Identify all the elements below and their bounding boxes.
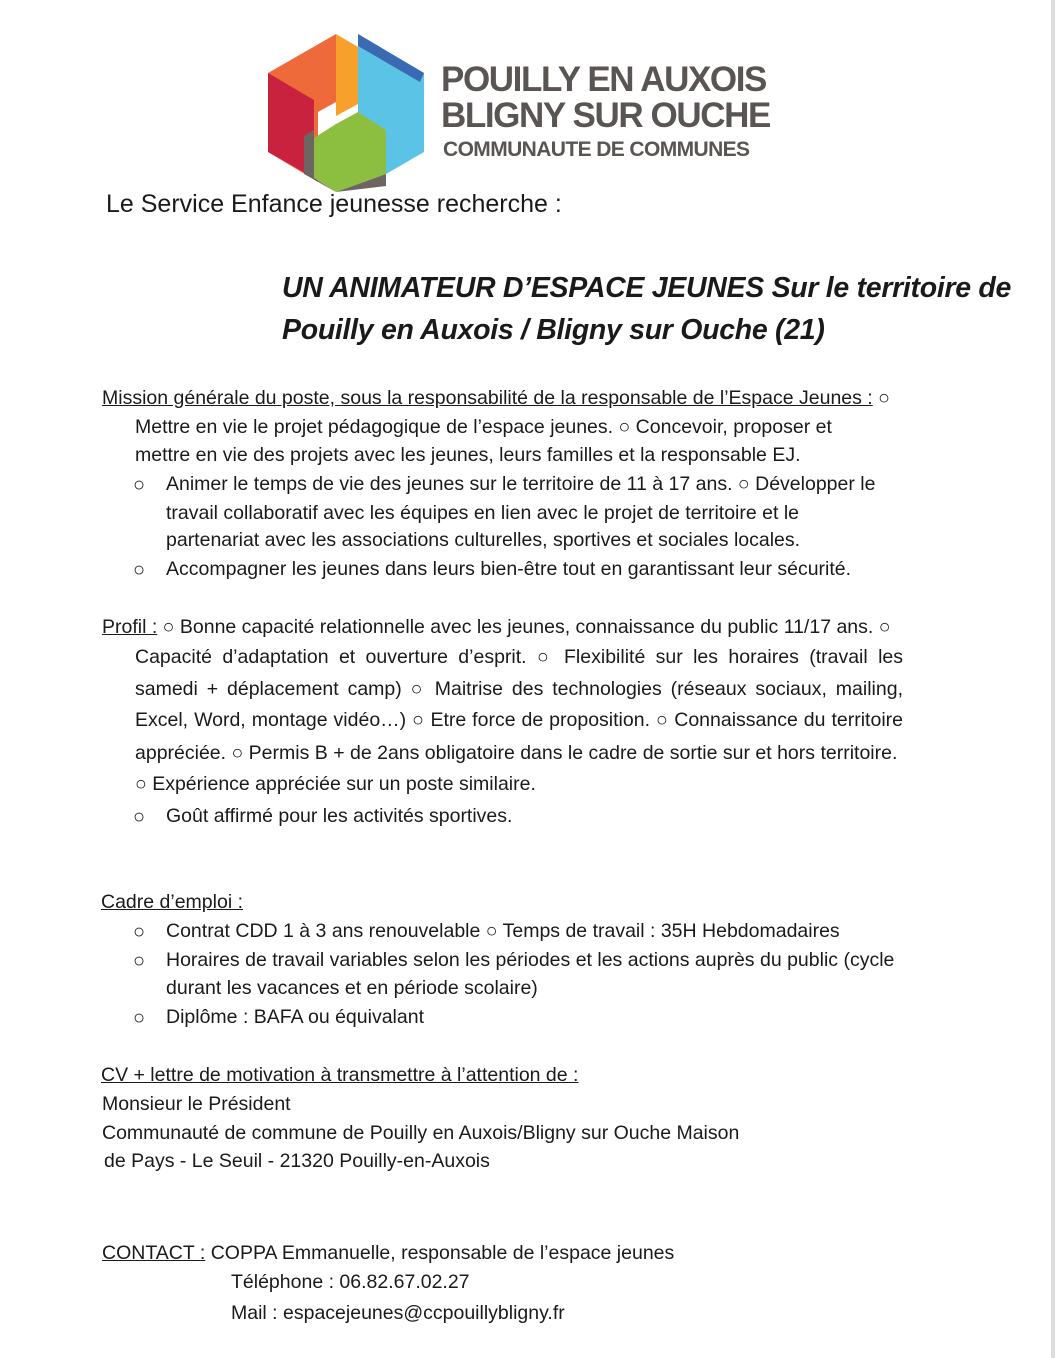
- profil-line: Goût affirmé pour les activités sportives.: [166, 805, 513, 827]
- bullet-icon: ○: [133, 1007, 146, 1029]
- profil-line: Excel, Word, montage vidéo…) ○ Etre force de proposition. ○ Connaissance du territoire: [135, 709, 903, 731]
- mission-line: Animer le temps de vie des jeunes sur le territoire de 11 à 17 ans. ○ Développer le: [166, 473, 876, 495]
- mission-line: partenariat avec les associations culturelles, sportives et sociales locales.: [166, 529, 801, 551]
- profil-row: [102, 615, 891, 639]
- cube-logo-icon: [268, 34, 428, 192]
- mission-line: mettre en vie des projets avec les jeunes, leurs familles et la responsable EJ.: [135, 444, 801, 466]
- logo: [268, 34, 768, 192]
- mission-line: Accompagner les jeunes dans leurs bien-être tout en garantissant leur sécurité.: [166, 558, 852, 580]
- logo-line-3: COMMUNAUTE DE COMMUNES: [443, 138, 750, 161]
- page-edge: [1051, 0, 1055, 1358]
- cv-heading: CV + lettre de motivation à transmettre à l’attention de :: [101, 1064, 579, 1086]
- mission-heading: Mission générale du poste, sous la responsabilité de la responsable de l’Espace Jeunes :: [102, 387, 873, 409]
- profil-heading: Profil :: [102, 616, 158, 638]
- cv-line: Communauté de commune de Pouilly en Auxois/Bligny sur Ouche Maison: [102, 1122, 740, 1144]
- bullet-icon: ○: [133, 806, 146, 828]
- job-title-line-2: Pouilly en Auxois / Bligny sur Ouche (21): [282, 314, 825, 346]
- profil-line: Capacité d’adaptation et ouverture d’esprit. ○ Flexibilité sur les horaires (travail les: [135, 646, 903, 668]
- contact-heading: CONTACT :: [102, 1242, 206, 1264]
- cadre-line: Contrat CDD 1 à 3 ans renouvelable ○ Temps de travail : 35H Hebdomadaires: [166, 920, 840, 942]
- cv-line: de Pays - Le Seuil - 21320 Pouilly-en-Auxois: [104, 1150, 490, 1172]
- mission-line: Mettre en vie le projet pédagogique de l’espace jeunes. ○ Concevoir, proposer et: [135, 416, 832, 438]
- mission-line: travail collaboratif avec les équipes en lien avec le projet de territoire et le: [166, 502, 800, 524]
- bullet-icon: ○: [133, 474, 146, 496]
- profil-line: ○ Bonne capacité relationnelle avec les jeunes, connaissance du public 11/17 ans. ○: [157, 616, 891, 638]
- job-title-line-1: UN ANIMATEUR D’ESPACE JEUNES Sur le territoire de: [282, 272, 1012, 304]
- profil-line: ○ Expérience appréciée sur un poste similaire.: [135, 773, 536, 795]
- cadre-heading: Cadre d’emploi :: [101, 891, 243, 913]
- contact-phone: Téléphone : 06.82.67.02.27: [231, 1271, 470, 1293]
- bullet-icon: ○: [133, 950, 146, 972]
- contact-email: Mail : espacejeunes@ccpouillybligny.fr: [231, 1302, 565, 1324]
- cadre-line: durant les vacances et en période scolaire): [166, 977, 538, 999]
- bullet-icon: ○: [133, 921, 146, 943]
- cv-line: Monsieur le Président: [102, 1093, 291, 1115]
- logo-line-2: BLIGNY SUR OUCHE: [441, 96, 770, 135]
- contact-row: [102, 1241, 674, 1265]
- contact-name: COPPA Emmanuelle, responsable de l’espace jeunes: [205, 1242, 675, 1264]
- profil-line: samedi + déplacement camp) ○ Maitrise des technologies (réseaux sociaux, mailing,: [135, 678, 903, 700]
- logo-line-1: POUILLY EN AUXOIS: [441, 60, 766, 99]
- cadre-line: Horaires de travail variables selon les périodes et les actions auprès du public (cycle: [166, 949, 895, 971]
- profil-line: appréciée. ○ Permis B + de 2ans obligatoire dans le cadre de sortie sur et hors territoire.: [135, 742, 898, 764]
- cadre-line: Diplôme : BAFA ou équivalant: [166, 1006, 424, 1028]
- bullet-icon: ○: [133, 559, 146, 581]
- intro-text: Le Service Enfance jeunesse recherche :: [106, 190, 562, 218]
- bullet-icon: ○: [872, 387, 890, 409]
- mission-heading-row: [102, 386, 890, 410]
